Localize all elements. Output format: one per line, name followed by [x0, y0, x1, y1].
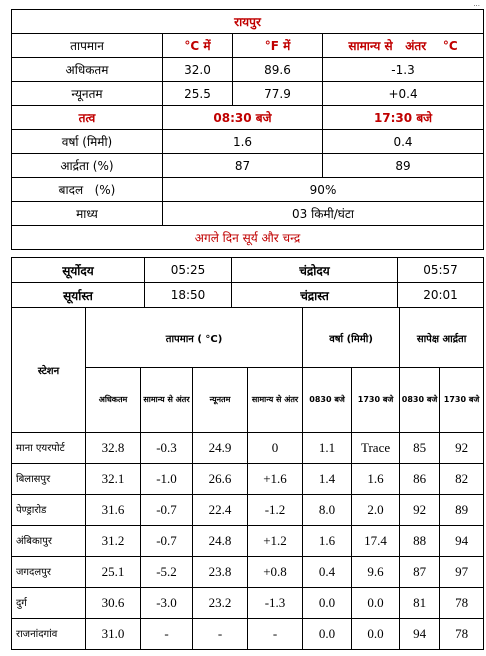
station-h1-cell: 85: [400, 433, 440, 464]
station-r1-cell: 0.0: [303, 619, 352, 650]
relative-humidity-header: सापेक्ष आर्द्रता: [400, 308, 484, 368]
station-max-cell: 25.1: [86, 557, 141, 588]
sunrise-value: 05:25: [145, 258, 232, 283]
station-r2-cell: 2.0: [352, 495, 400, 526]
station-r2-cell: 0.0: [352, 588, 400, 619]
sunrise-label: सूर्योदय: [12, 258, 145, 283]
min-subheader: न्यूनतम: [193, 368, 248, 433]
station-min-cell: 22.4: [193, 495, 248, 526]
station-min-diff-cell: +0.8: [248, 557, 303, 588]
station-h2-cell: 97: [440, 557, 484, 588]
station-h2-cell: 78: [440, 588, 484, 619]
station-h2-cell: 82: [440, 464, 484, 495]
station-min-diff-cell: 0: [248, 433, 303, 464]
station-name: राजनांदगांव: [12, 619, 86, 650]
station-h1-cell: 94: [400, 619, 440, 650]
sun-moon-table: [11, 257, 484, 308]
table-row: [12, 464, 484, 495]
station-min-cell: 23.8: [193, 557, 248, 588]
station-h1-cell: 88: [400, 526, 440, 557]
station-max-diff-cell: -3.0: [141, 588, 193, 619]
max-label: अधिकतम: [12, 58, 163, 82]
station-max-cell: 30.6: [86, 588, 141, 619]
station-r2-cell: 1.6: [352, 464, 400, 495]
moonrise-value: 05:57: [398, 258, 484, 283]
station-max-cell: 32.1: [86, 464, 141, 495]
station-h2-cell: 92: [440, 433, 484, 464]
station-header: स्टेशन: [12, 308, 86, 433]
station-h1-cell: 92: [400, 495, 440, 526]
station-min-cell: -: [193, 619, 248, 650]
station-max-diff-cell: -1.0: [141, 464, 193, 495]
rain-label: वर्षा (मिमी): [12, 130, 163, 154]
station-max-diff-cell: -: [141, 619, 193, 650]
cloud-row: [12, 178, 484, 202]
station-name: बिलासपुर: [12, 464, 86, 495]
diff-header: सामान्य से अंतर °C: [323, 34, 484, 58]
temperature-header: तापमान ( °C): [86, 308, 303, 368]
humidity-row: [12, 154, 484, 178]
station-r2-cell: 17.4: [352, 526, 400, 557]
rain-1730: 0.4: [323, 130, 484, 154]
station-min-diff-cell: -1.3: [248, 588, 303, 619]
cloud-value: 90%: [163, 178, 484, 202]
station-r2-cell: Trace: [352, 433, 400, 464]
set-row: [12, 283, 484, 308]
station-r2-cell: 0.0: [352, 619, 400, 650]
humidity-0830: 87: [163, 154, 323, 178]
station-h2-cell: 89: [440, 495, 484, 526]
max-f: 89.6: [233, 58, 323, 82]
wind-row: [12, 202, 484, 226]
stations-header-row: [12, 308, 484, 368]
station-max-diff-cell: -0.3: [141, 433, 193, 464]
humidity-1730: 89: [323, 154, 484, 178]
station-max-diff-cell: -0.7: [141, 526, 193, 557]
station-min-diff-cell: -1.2: [248, 495, 303, 526]
station-max-cell: 32.8: [86, 433, 141, 464]
humidity-1730-subheader: 1730 बजे: [440, 368, 484, 433]
max-c: 32.0: [163, 58, 233, 82]
sun-moon-title: अगले दिन सूर्य और चन्द्र: [12, 226, 484, 250]
station-r2-cell: 9.6: [352, 557, 400, 588]
max-diff: -1.3: [323, 58, 484, 82]
station-h2-cell: 94: [440, 526, 484, 557]
station-r1-cell: 8.0: [303, 495, 352, 526]
rise-row: [12, 258, 484, 283]
station-r1-cell: 1.1: [303, 433, 352, 464]
rainfall-header: वर्षा (मिमी): [303, 308, 400, 368]
max-subheader: अधिकतम: [86, 368, 141, 433]
station-min-cell: 24.9: [193, 433, 248, 464]
station-name: माना एयरपोर्ट: [12, 433, 86, 464]
station-r1-cell: 0.0: [303, 588, 352, 619]
station-min-diff-cell: -: [248, 619, 303, 650]
station-rows: [12, 433, 484, 650]
station-name: जगदलपुर: [12, 557, 86, 588]
min-row: [12, 82, 484, 106]
rain-0830-subheader: 0830 बजे: [303, 368, 352, 433]
station-r1-cell: 1.6: [303, 526, 352, 557]
station-max-cell: 31.6: [86, 495, 141, 526]
station-name: पेण्ड्रारोड: [12, 495, 86, 526]
humidity-label: आर्द्रता (%): [12, 154, 163, 178]
moonrise-label: चंद्रोदय: [232, 258, 398, 283]
celsius-header: °C में: [163, 34, 233, 58]
raipur-table: [11, 9, 484, 250]
moonset-label: चंद्रास्त: [232, 283, 398, 308]
station-r1-cell: 0.4: [303, 557, 352, 588]
table-row: [12, 495, 484, 526]
temp-header-row: [12, 34, 484, 58]
fahrenheit-header: °F में: [233, 34, 323, 58]
station-max-cell: 31.0: [86, 619, 141, 650]
table-row: [12, 557, 484, 588]
table-row: [12, 433, 484, 464]
corner-text: ...: [473, 0, 480, 8]
station-name: अंबिकापुर: [12, 526, 86, 557]
min-diff-subheader: सामान्य से अंतर: [248, 368, 303, 433]
station-h1-cell: 87: [400, 557, 440, 588]
wind-value: 03 किमी/घंटा: [163, 202, 484, 226]
station-min-cell: 26.6: [193, 464, 248, 495]
station-max-cell: 31.2: [86, 526, 141, 557]
station-max-diff-cell: -5.2: [141, 557, 193, 588]
rain-row: [12, 130, 484, 154]
table-row: [12, 619, 484, 650]
station-min-diff-cell: +1.2: [248, 526, 303, 557]
element-header-row: [12, 106, 484, 130]
rain-1730-subheader: 1730 बजे: [352, 368, 400, 433]
station-min-cell: 23.2: [193, 588, 248, 619]
max-row: [12, 58, 484, 82]
wind-label: माध्य: [12, 202, 163, 226]
temp-label: तापमान: [12, 34, 163, 58]
max-diff-subheader: सामान्य से अंतर: [141, 368, 193, 433]
station-h1-cell: 81: [400, 588, 440, 619]
min-label: न्यूनतम: [12, 82, 163, 106]
table-row: [12, 526, 484, 557]
time-1730-header: 17:30 बजे: [323, 106, 484, 130]
city-title: रायपुर: [12, 10, 484, 34]
min-diff: +0.4: [323, 82, 484, 106]
element-label: तत्व: [12, 106, 163, 130]
table-row: [12, 588, 484, 619]
station-min-diff-cell: +1.6: [248, 464, 303, 495]
min-f: 77.9: [233, 82, 323, 106]
cloud-label: बादल (%): [12, 178, 163, 202]
station-max-diff-cell: -0.7: [141, 495, 193, 526]
min-c: 25.5: [163, 82, 233, 106]
station-name: दुर्ग: [12, 588, 86, 619]
humidity-0830-subheader: 0830 बजे: [400, 368, 440, 433]
station-h2-cell: 78: [440, 619, 484, 650]
station-min-cell: 24.8: [193, 526, 248, 557]
stations-table: [11, 307, 484, 650]
station-h1-cell: 86: [400, 464, 440, 495]
sunset-label: सूर्यास्त: [12, 283, 145, 308]
time-0830-header: 08:30 बजे: [163, 106, 323, 130]
station-r1-cell: 1.4: [303, 464, 352, 495]
sunset-value: 18:50: [145, 283, 232, 308]
moonset-value: 20:01: [398, 283, 484, 308]
rain-0830: 1.6: [163, 130, 323, 154]
